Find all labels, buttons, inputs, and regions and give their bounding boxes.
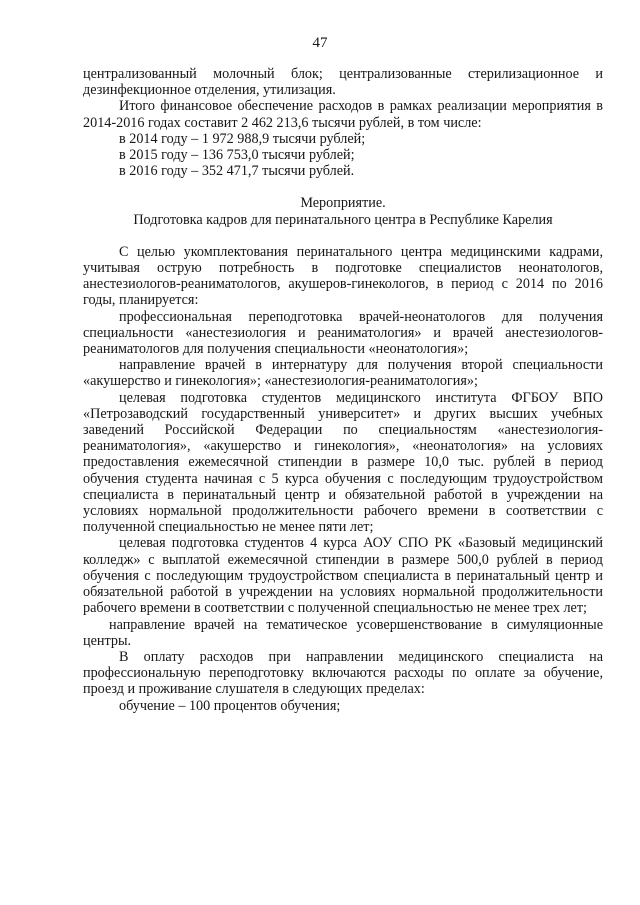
paragraph-simulation-centers: направление врачей на тематическое усовершенствование в симуляционные центры.	[83, 616, 603, 649]
paragraph-internship: направление врачей в интернатуру для получения второй специальности «акушерство и гинекология»; «анестезиология-реаниматология»;	[83, 357, 603, 390]
page-number: 47	[312, 35, 328, 51]
section-heading-label: Мероприятие.	[300, 195, 386, 212]
paragraph-retraining: профессиональная переподготовка врачей-неонатологов для получения специальности «анестезиология и реаниматология» и врачей анестезиологов-реаниматологов для получения специальности «неонатология»;	[83, 308, 603, 358]
section-heading-title: Подготовка кадров для перинатального центра в Республике Карелия	[133, 211, 553, 228]
paragraph-college-training: целевая подготовка студентов 4 курса АОУ СПО РК «Базовый медицинский колледж» с выплатой ежемесячной стипендии в размере 500,0 рублей в период обучения с последующим трудоустройством специалиста в перинатальный центр и обязательной работой в учреждении на условиях нормальной продолжительности рабочего времени в соответствии с полученной специальностью не менее трех лет;	[83, 535, 603, 617]
paragraph-staffing-goal: С целью укомплектования перинатального центра медицинскими кадрами, учитывая острую потребность в подготовке специалистов неонатологов, анестезиологов-реаниматологов, акушеров-гинекологов, в период с 2014 по 2016 годы, планируется:	[83, 243, 603, 309]
amount-2014: в 2014 году – 1 972 988,9 тысячи рублей;	[119, 130, 366, 147]
paragraph-tuition: обучение – 100 процентов обучения;	[119, 697, 341, 714]
document-body	[83, 66, 603, 714]
paragraph-milk-block: централизованный молочный блок; централизованные стерилизационное и дезинфекционное отделения, утилизация.	[83, 66, 603, 99]
amount-2015: в 2015 году – 136 753,0 тысячи рублей;	[119, 147, 355, 164]
paragraph-total-financing: Итого финансовое обеспечение расходов в рамках реализации мероприятия в 2014-2016 годах составит 2 462 213,6 тысячи рублей, в том числе:	[83, 98, 603, 131]
paragraph-expense-payment: В оплату расходов при направлении медицинского специалиста на профессиональную переподготовку включаются расходы по оплате за обучение, проезд и проживание слушателя в следующих пределах:	[83, 648, 603, 698]
paragraph-university-training: целевая подготовка студентов медицинского института ФГБОУ ВПО «Петрозаводский государственный университет» и других высших учебных заведений Российской Федерации по специальностям «анестезиология-реаниматология», «акушерство и гинекология», «неонатология» на условиях предоставления ежемесячной стипендии в размере 10,0 тыс. рублей в период обучения студента начиная с 5 курса обучения с последующим трудоустройством специалиста в перинатальный центр и обязательной работой в учреждении на условиях нормальной продолжительности рабочего времени в соответствии с полученной специальностью не менее пяти лет;	[83, 389, 603, 536]
amount-2016: в 2016 году – 352 471,7 тысячи рублей.	[119, 163, 355, 180]
